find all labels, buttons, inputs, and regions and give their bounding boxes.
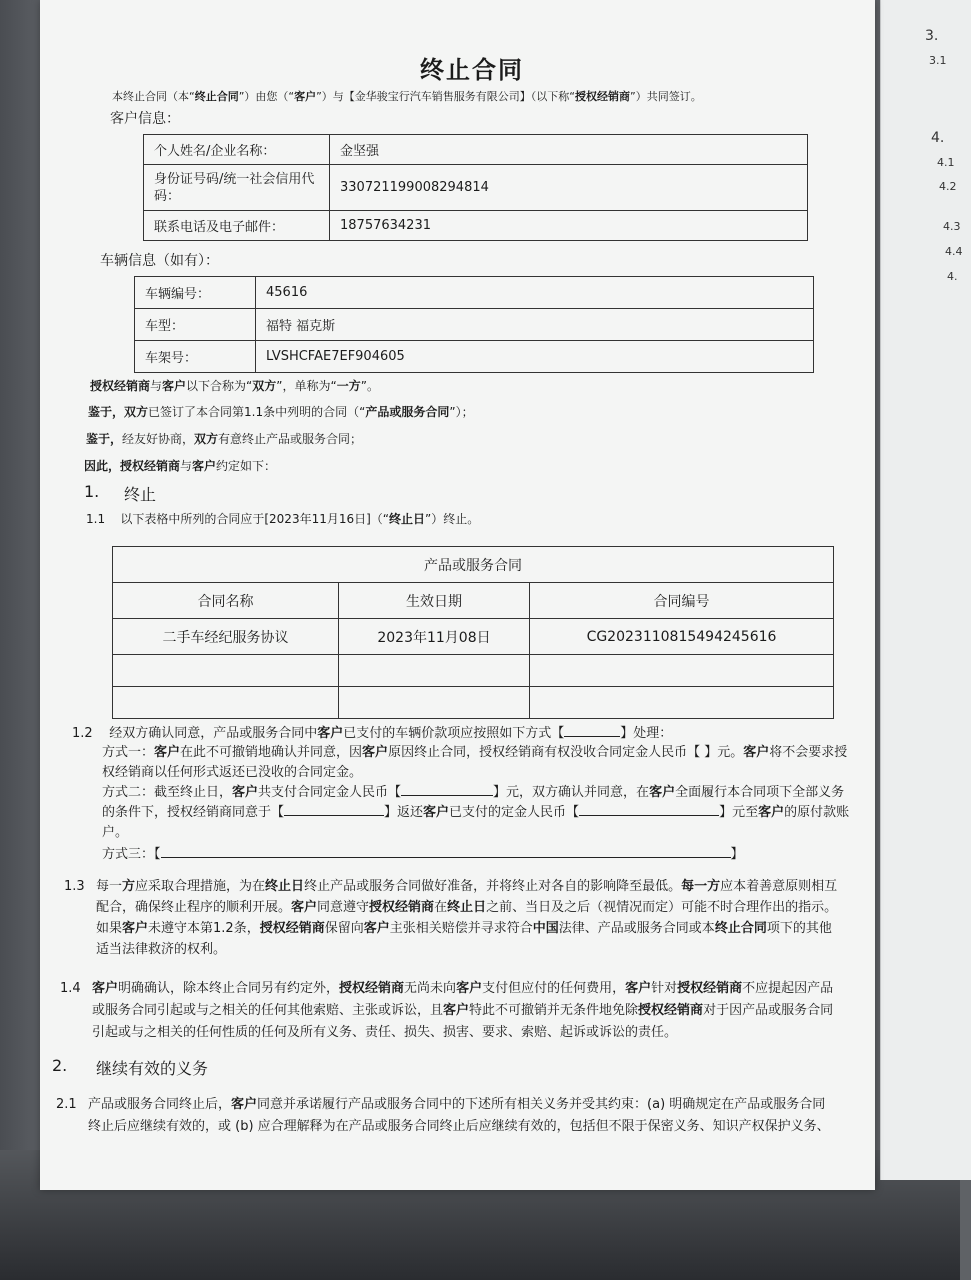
text: 在	[434, 900, 448, 915]
text: 无尚未向	[404, 981, 457, 996]
customer-value: 18757634231	[330, 211, 808, 241]
text: 】返还	[384, 805, 424, 820]
bold-term: 客户	[649, 785, 676, 800]
table-row	[144, 135, 808, 165]
contract-table	[112, 546, 834, 719]
text: 主张相关赔偿并寻求符合	[389, 921, 533, 936]
text: 每一	[96, 879, 123, 894]
side-number: 4.3	[943, 220, 961, 233]
table-row	[144, 211, 808, 241]
bold-term: 客户	[154, 745, 181, 760]
option-2	[102, 783, 849, 843]
text: 对于因产品或服务合同	[703, 1003, 834, 1018]
vehicle-value: LVSHCFAE7EF904605	[256, 341, 814, 373]
bold-term: 双方	[124, 405, 149, 419]
text: 权经销商以任何形式返还已没收的合同定金。	[102, 765, 363, 780]
table-cell: CG2023110815494245616	[530, 619, 834, 655]
text: 户。	[102, 825, 129, 840]
clause-1-3	[64, 876, 85, 897]
table-caption: 产品或服务合同	[113, 547, 834, 583]
bold-term: 产品或服务合同	[365, 405, 450, 419]
bold-term: 客户	[443, 1003, 470, 1018]
side-number: 4.	[931, 130, 945, 146]
clause-2-1-number: 2.1	[56, 1097, 77, 1112]
bold-term: 双方	[252, 379, 277, 393]
text: 同意并承诺履行产品或服务合同中的下述所有相关义务并受其约束：(a) 明确规定在产品或服务合同	[257, 1097, 826, 1112]
text: 的原付款账	[784, 805, 850, 820]
clause-1-1	[86, 510, 479, 528]
intro-text: ”）共同签订。	[630, 90, 702, 103]
customer-table	[143, 134, 808, 241]
text: 有意终止产品或服务合同；	[218, 432, 363, 446]
side-number: 4.	[947, 270, 958, 283]
table-row	[113, 547, 834, 583]
vehicle-label: 车型：	[135, 309, 256, 341]
bold-term: 客户	[363, 921, 390, 936]
intro-bold: 客户	[294, 90, 317, 103]
table-cell	[113, 655, 339, 687]
text: 已支付的定金人民币【	[449, 805, 580, 820]
text: 已签订了本合同第1.1条中列明的合同（“	[148, 405, 366, 419]
bold-term: 客户	[92, 981, 119, 996]
customer-label: 联系电话及电子邮件：	[144, 211, 330, 241]
text: 之前、当日及之后（视情况而定）可能不时合理作出的指示。	[486, 900, 838, 915]
text: 将不会要求授	[769, 745, 848, 760]
text: 同意遵守	[317, 900, 370, 915]
option-3	[102, 845, 744, 864]
bold-term: 终止日	[389, 512, 426, 526]
text: 的条件下，授权经销商同意于【	[102, 805, 285, 820]
bold-term: 授权经销商	[369, 900, 435, 915]
table-row	[135, 277, 814, 309]
text: 共支付合同定金人民币【	[258, 785, 402, 800]
table-header-row	[113, 583, 834, 619]
intro-text: 本终止合同（本“	[112, 90, 195, 103]
vehicle-label: 车架号：	[135, 341, 256, 373]
clause-number: 1.2	[72, 726, 93, 741]
bold-term: 授权经销商	[339, 981, 405, 996]
bold-term: 客户	[162, 379, 187, 393]
text: 如果	[96, 921, 123, 936]
side-number: 3.	[925, 28, 939, 44]
bold-term: 授权经销商	[90, 379, 151, 393]
text: 不应提起因产品	[742, 981, 834, 996]
table-cell: 2023年11月08日	[339, 619, 530, 655]
bold-term: 授权经销商	[677, 981, 743, 996]
text: 原因终止合同，授权经销商有权没收合同定金人民币【 】元。	[388, 745, 744, 760]
text: 以下表格中所列的合同应于[2023年11月16日]（“	[120, 512, 390, 526]
vehicle-value: 45616	[256, 277, 814, 309]
bold-term: 因此，授权经销商	[84, 459, 181, 473]
clause-2-1-body	[88, 1094, 830, 1138]
text: 应本着善意原则相互	[720, 879, 838, 894]
table-cell: 二手车经纪服务协议	[113, 619, 339, 655]
bold-term: 终止日	[447, 900, 487, 915]
customer-label: 身份证号码/统一社会信用代码：	[144, 165, 330, 211]
text: 明确确认，除本终止合同另有约定外，	[118, 981, 340, 996]
text: 支付但应付的任何费用，	[482, 981, 626, 996]
vehicle-heading: 车辆信息（如有）：	[100, 253, 219, 269]
table-row	[144, 165, 808, 211]
bold-term: 客户	[456, 981, 483, 996]
side-number: 3.1	[929, 54, 947, 67]
bold-term: 双方	[194, 432, 219, 446]
table-row	[113, 687, 834, 719]
bold-term: 客户	[192, 459, 217, 473]
blank-line	[401, 783, 493, 796]
table-row	[135, 309, 814, 341]
bold-term: 客户	[291, 900, 318, 915]
bold-term: 客户	[232, 785, 259, 800]
blank-line	[284, 803, 384, 816]
customer-value: 金坚强	[330, 135, 808, 165]
clause-number: 1.1	[86, 512, 106, 526]
parties-paragraph	[90, 377, 379, 395]
bold-term: 每一方	[681, 879, 721, 894]
bold-term: 方	[122, 879, 136, 894]
table-cell	[530, 655, 834, 687]
text: 法律、产品或服务合同或本	[558, 921, 715, 936]
text: 产品或服务合同终止后，	[88, 1097, 232, 1112]
bold-term: 授权经销商	[259, 921, 325, 936]
intro-bold: 授权经销商	[575, 90, 631, 103]
text: 】元至	[719, 805, 759, 820]
text: 配合，确保终止程序的顺利开展。	[96, 900, 292, 915]
option-1	[102, 743, 847, 783]
bold-term: 客户	[362, 745, 389, 760]
adjacent-page	[880, 0, 971, 1180]
clause-number: 1.3	[64, 879, 85, 894]
text: 与	[150, 379, 163, 393]
text: 项下的其他	[766, 921, 832, 936]
text: 方式三：【	[102, 847, 161, 862]
table-row	[113, 619, 834, 655]
side-number: 4.2	[939, 180, 957, 193]
text: 特此不可撤销并无条件地免除	[469, 1003, 639, 1018]
text: 或服务合同引起或与之相关的任何其他索赔、主张或诉讼，且	[92, 1003, 444, 1018]
bold-term: 客户	[122, 921, 149, 936]
text: ”，单称为“	[276, 379, 337, 393]
clause-1-4-body	[92, 978, 833, 1044]
bold-term: 鉴于，	[88, 405, 125, 419]
text: 方式一：	[102, 745, 155, 760]
text: 约定如下：	[216, 459, 277, 473]
text: 】	[730, 847, 744, 862]
blank-line	[161, 845, 731, 858]
side-number: 4.1	[937, 156, 955, 169]
bold-term: 鉴于，	[86, 432, 123, 446]
text: 方式二：截至终止日，	[102, 785, 233, 800]
section-number: 1.	[84, 482, 100, 501]
intro-paragraph	[112, 88, 702, 106]
text: 经友好协商，	[122, 432, 195, 446]
bold-term: 终止日	[265, 879, 305, 894]
bold-term: 客户	[423, 805, 450, 820]
section-title: 终止	[124, 485, 157, 504]
text: ”。	[360, 379, 379, 393]
bold-term: 客户	[758, 805, 785, 820]
text: 】处理：	[620, 726, 673, 741]
text: 已支付的车辆价款项应按照如下方式【	[343, 726, 565, 741]
text: 未遵守本第1.2条，	[148, 921, 260, 936]
document-page	[40, 0, 875, 1190]
intro-text: ”）由您（“	[238, 90, 295, 103]
bold-term: 终止合同	[714, 921, 767, 936]
customer-value: 330721199008294814	[330, 165, 808, 211]
column-header: 合同编号	[530, 583, 834, 619]
column-header: 合同名称	[113, 583, 339, 619]
table-cell	[113, 687, 339, 719]
text: 经双方确认同意，产品或服务合同中	[109, 726, 318, 741]
blank-line	[579, 803, 719, 816]
text: 应采取合理措施，为在	[135, 879, 266, 894]
table-cell	[530, 687, 834, 719]
clause-1-2	[72, 724, 672, 743]
document-title: 终止合同	[420, 56, 524, 84]
text: 针对	[651, 981, 678, 996]
intro-bold: 终止合同	[194, 90, 239, 103]
table-cell	[339, 655, 530, 687]
section-number: 2.	[52, 1056, 68, 1075]
blank-line	[564, 724, 620, 737]
text: 与	[180, 459, 193, 473]
text: 保留向	[324, 921, 364, 936]
customer-heading: 客户信息：	[110, 111, 180, 127]
text: 】元，双方确认并同意，在	[493, 785, 650, 800]
whereas-1	[88, 403, 474, 421]
bold-term: 客户	[625, 981, 652, 996]
bold-term: 客户	[743, 745, 770, 760]
therefore-paragraph	[84, 457, 276, 475]
bold-term: 一方	[336, 379, 361, 393]
customer-label: 个人姓名/企业名称：	[144, 135, 330, 165]
vehicle-table	[134, 276, 814, 373]
bold-term: 中国	[532, 921, 559, 936]
vehicle-label: 车辆编号：	[135, 277, 256, 309]
column-header: 生效日期	[339, 583, 530, 619]
text: 终止产品或服务合同做好准备，并将终止对各自的影响降至最低。	[304, 879, 682, 894]
text: ”）终止。	[425, 512, 480, 526]
text: ”）；	[449, 405, 474, 419]
clause-1-4-number: 1.4	[60, 981, 81, 996]
side-number: 4.4	[945, 245, 963, 258]
table-row	[135, 341, 814, 373]
text: 在此不可撤销地确认并同意，因	[180, 745, 363, 760]
whereas-2	[86, 430, 362, 448]
text: 全面履行本合同项下全部义务	[675, 785, 845, 800]
bold-term: 客户	[231, 1097, 258, 1112]
bold-term: 授权经销商	[638, 1003, 704, 1018]
text: 终止后应继续有效的，或 (b) 应合理解释为在产品或服务合同终止后应继续有效的，包括但不限于保密义务、知识产权保护义务、	[88, 1119, 830, 1134]
text: 适当法律救济的权利。	[96, 942, 227, 957]
table-row	[113, 655, 834, 687]
text: 引起或与之相关的任何性质的任何及所有义务、责任、损失、损害、要求、索赔、起诉或诉讼的责任。	[92, 1025, 678, 1040]
table-cell	[339, 687, 530, 719]
section-title: 继续有效的义务	[96, 1059, 209, 1078]
text: 以下合称为“	[186, 379, 253, 393]
vehicle-value: 福特 福克斯	[256, 309, 814, 341]
intro-text: ”）与【金华骏宝行汽车销售服务有限公司】（以下称“	[316, 90, 576, 103]
bold-term: 客户	[317, 726, 344, 741]
clause-1-3-body	[96, 876, 837, 960]
